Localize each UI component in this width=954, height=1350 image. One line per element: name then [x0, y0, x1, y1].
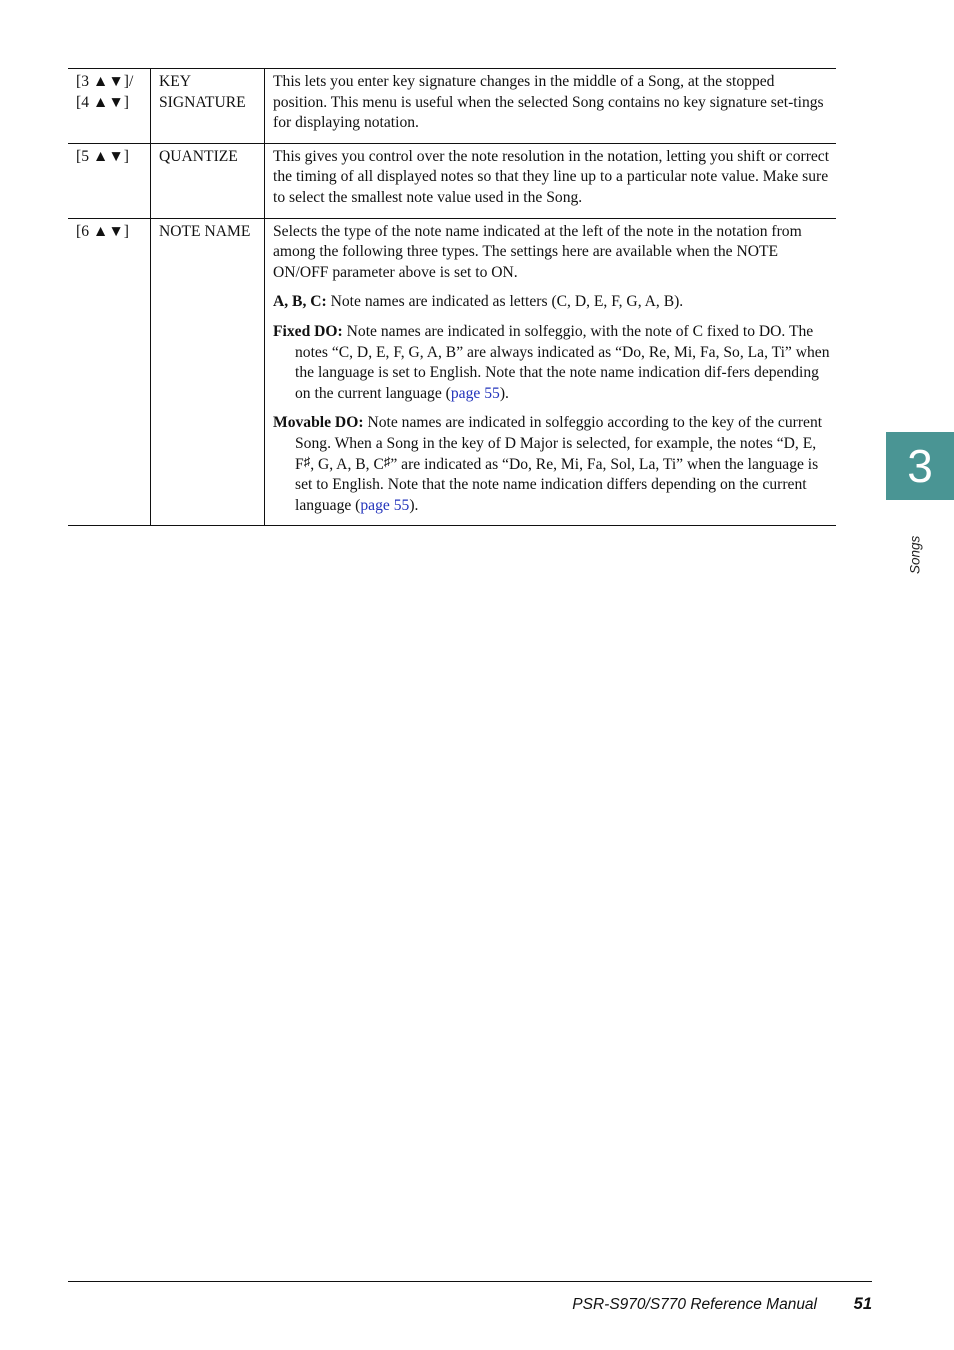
button-label: [4 ▲▼] [76, 93, 129, 111]
page-link[interactable]: page 55 [450, 384, 500, 402]
description-text: This gives you control over the note resolution in the notation, letting you shift or correct the timing of all displayed notes so that they line up to a particular note value. Make sure to select the smallest note value used in the Song. [273, 147, 830, 206]
manual-title: PSR-S970/S770 Reference Manual [572, 1296, 817, 1313]
option-text: ” are indicated as “Do, Re, Mi, Fa, Sol, La, Ti” when the language is set to English. Note that the note name indication differs depending on the current language ( [295, 455, 819, 514]
option-text-end: ). [409, 496, 419, 514]
parameter-name-cell [151, 143, 265, 218]
description-cell [265, 143, 837, 218]
footer-divider [68, 1281, 872, 1282]
parameter-table [68, 68, 836, 526]
option-text: , G, A, B, C [310, 455, 384, 473]
chapter-label: Songs [907, 535, 923, 574]
option-text: Note names are indicated in solfeggio according to the key of the current Song. When a Song in the key of D Major is selected, for example, the notes “D, E, F [295, 414, 823, 473]
sharp-symbol: ♯ [303, 453, 311, 469]
parameter-name: SIGNATURE [159, 93, 246, 111]
page-link[interactable]: page 55 [360, 496, 410, 514]
button-label: [3 ▲▼]/ [76, 73, 134, 90]
parameter-name: QUANTIZE [159, 147, 238, 165]
button-label: [6 ▲▼] [76, 222, 129, 240]
button-cell [68, 69, 151, 144]
option-abc [273, 292, 830, 313]
parameter-name-cell [151, 218, 265, 526]
description-cell [265, 218, 837, 526]
description-text: Selects the type of the note name indicated at the left of the note in the notation from among the following three types. The settings here are available when the NOTE ON/OFF parameter above is set to ON. [273, 222, 802, 281]
description-cell [265, 69, 837, 144]
page-number: 51 [853, 1295, 872, 1313]
table-row [68, 143, 836, 218]
button-cell [68, 143, 151, 218]
option-label: Fixed DO: [273, 322, 343, 340]
button-cell [68, 218, 151, 526]
option-label: A, B, C: [273, 293, 327, 311]
option-text: Note names are indicated as letters (C, D, E, F, G, A, B). [330, 293, 684, 311]
parameter-name-cell [151, 69, 265, 144]
option-text: Note names are indicated in solfeggio, with the note of C fixed to DO. The notes “C, D, E, F, G, A, B” are always indicated as “Do, Re, Mi, Fa, So, La, Ti” when the language is set to English. Note that the note name indication dif-fers depending on the current language ( [295, 322, 830, 402]
description-text: This lets you enter key signature changes in the middle of a Song, at the stopped position. This menu is useful when the selected Song contains no key signature set-tings for displaying notation. [273, 73, 824, 132]
option-text-end: ). [499, 384, 509, 402]
parameter-name: NOTE NAME [159, 222, 251, 240]
table-row [68, 69, 836, 144]
table-row [68, 218, 836, 526]
button-label: [5 ▲▼] [76, 147, 129, 165]
option-movable-do [273, 413, 830, 516]
sharp-symbol: ♯ [383, 453, 391, 469]
chapter-tab: 3 [886, 432, 954, 500]
option-fixed-do [273, 322, 830, 404]
option-label: Movable DO: [273, 414, 364, 432]
parameter-name: KEY [159, 73, 192, 90]
